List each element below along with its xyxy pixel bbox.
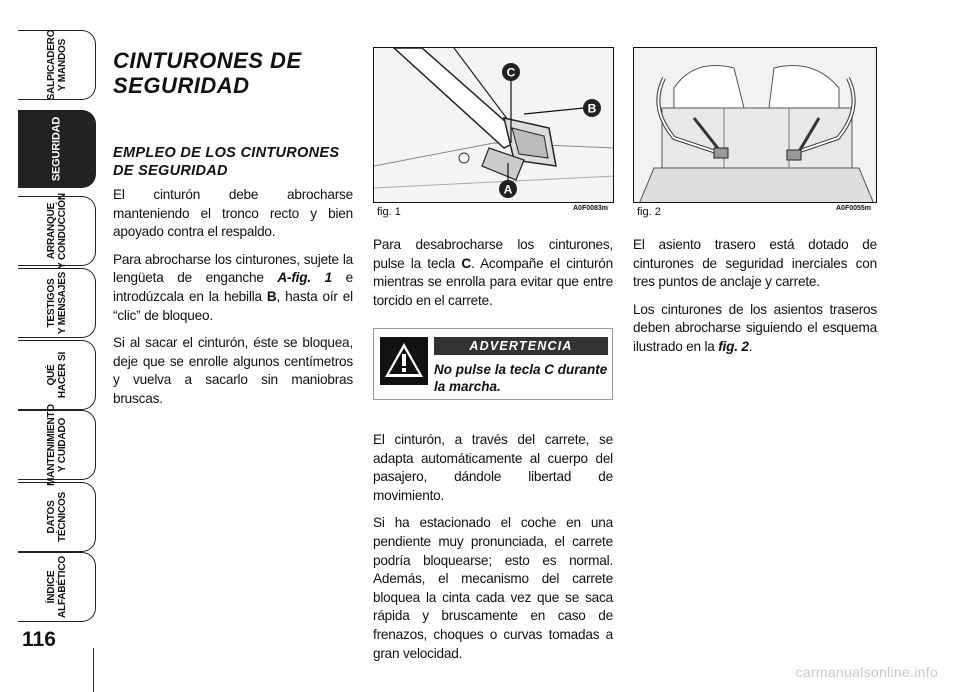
paragraph: Para desabrocharse los cinturones, pulse la tecla C. Acompañe el cinturón mientras se enrolla para evitar que entre torcido en el carrete. bbox=[373, 237, 614, 308]
paragraph: Si ha estacionado el coche en una pendiente muy pronunciada, el carrete podría bloquearse; esto es normal. Además, el mecanismo del carrete bloquea la cinta cada vez que se saca rápida y bruscamente en caso de frenazos, choques o curvas tomadas a gran velocidad. bbox=[373, 515, 613, 661]
tab-que-hacer[interactable]: QUÉ HACER SI bbox=[18, 340, 96, 410]
label-b: B bbox=[587, 101, 597, 116]
label-a: A bbox=[503, 182, 513, 197]
tab-arranque[interactable]: ARRANQUE Y CONDUCCIÓN bbox=[18, 196, 96, 266]
column-2-top bbox=[373, 236, 613, 319]
divider-line bbox=[93, 648, 94, 692]
paragraph: Los cinturones de los asientos traseros deben abrocharse siguiendo el esquema ilustrado en la fig. 2. bbox=[633, 301, 877, 354]
paragraph: Si al sacar el cinturón, éste se bloquea, deje que se enrolle algunos centímetros y vuelva a sacarlo sin maniobras bruscas. bbox=[113, 335, 353, 406]
column-2-bottom bbox=[373, 431, 613, 672]
figure-2-code: A0F0055m bbox=[836, 205, 872, 212]
column-3 bbox=[633, 236, 877, 366]
page-number: 116 bbox=[22, 628, 56, 651]
column-1 bbox=[113, 48, 353, 418]
tab-seguridad[interactable]: SEGURIDAD bbox=[18, 110, 96, 188]
tab-testigos[interactable]: TESTIGOS Y MENSAJES bbox=[18, 268, 96, 338]
tab-datos-tecnicos[interactable]: DATOS TÉCNICOS bbox=[18, 482, 96, 552]
figure-reference[interactable]: A-fig. 1 bbox=[277, 270, 332, 286]
rear-seat-belts-illustration bbox=[634, 48, 877, 203]
chapter-sidebar bbox=[0, 0, 100, 692]
warning-triangle-icon bbox=[380, 337, 428, 385]
figure-reference[interactable]: fig. 2 bbox=[718, 338, 749, 354]
figure-1-image bbox=[373, 47, 614, 203]
paragraph: El cinturón debe abrocharse manteniendo el tronco recto y bien apoyado contra el respaldo. bbox=[113, 187, 353, 240]
page-title: CINTURONES DE SEGURIDAD bbox=[113, 48, 302, 98]
warning-heading: ADVERTENCIA bbox=[434, 337, 608, 355]
warning-text: No pulse la tecla C durante la marcha. bbox=[434, 362, 608, 394]
tab-mantenimiento[interactable]: MANTENIMIENTO Y CUIDADO bbox=[18, 410, 96, 480]
tab-indice[interactable]: ÍNDICE ALFABÉTICO bbox=[18, 552, 96, 622]
warning-box bbox=[373, 328, 613, 400]
figure-2-image bbox=[633, 47, 877, 203]
watermark-footer: carmanualsonline.info bbox=[795, 664, 938, 680]
section-heading: EMPLEO DE LOS CINTURONES DE SEGURIDAD bbox=[113, 145, 340, 179]
figure-1-caption: fig. 1 bbox=[377, 206, 401, 218]
paragraph: Para abrocharse los cinturones, sujete la lengüeta de enganche A-fig. 1 e introdúzcala en la hebilla B, hasta oír el “clic” de bloqueo. bbox=[113, 251, 353, 323]
figure-1-code: A0F0083m bbox=[573, 205, 609, 212]
tab-salpicadero[interactable]: SALPICADERO Y MANDOS bbox=[18, 30, 96, 100]
paragraph: El cinturón, a través del carrete, se adapta automáticamente al cuerpo del pasajero, dándole libertad de movimiento. bbox=[373, 432, 613, 503]
seatbelt-buckle-illustration bbox=[374, 48, 614, 203]
label-c: C bbox=[506, 65, 516, 80]
figure-2-caption: fig. 2 bbox=[637, 206, 661, 218]
paragraph: El asiento trasero está dotado de cinturones de seguridad inerciales con tres puntos de anclaje y carrete. bbox=[633, 237, 877, 290]
